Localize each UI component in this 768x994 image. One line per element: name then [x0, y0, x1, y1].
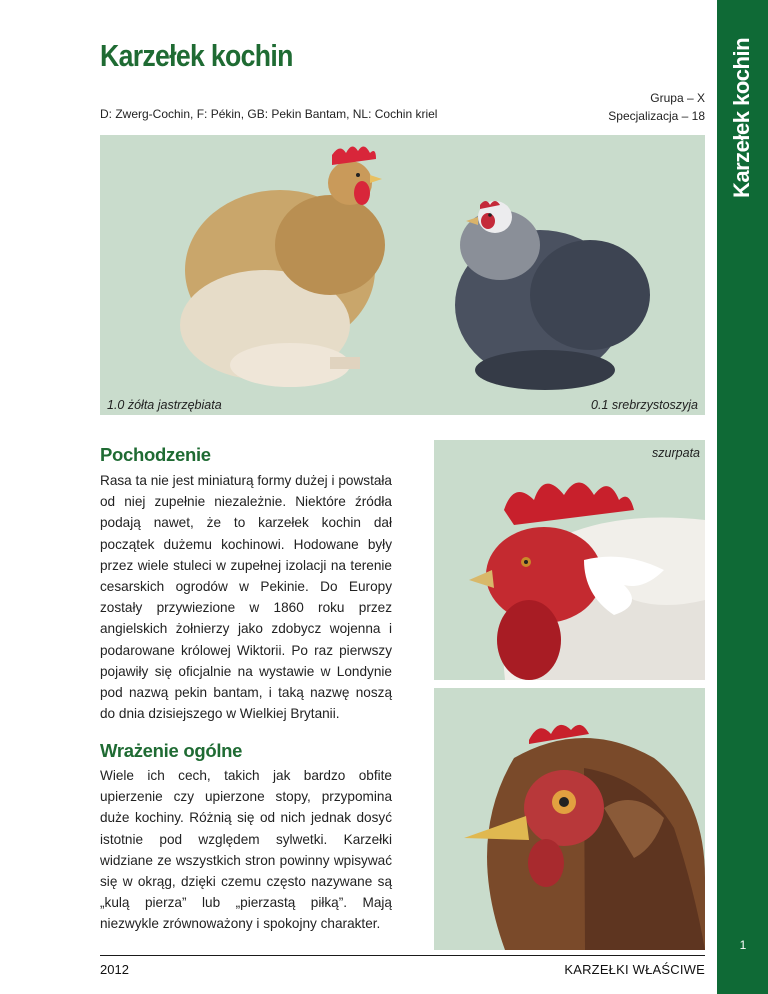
specialization-line: Specjalizacja – 18 — [608, 109, 705, 123]
page-title: Karzełek kochin — [100, 38, 293, 73]
footer-divider — [100, 955, 705, 956]
caption-frizzle: szurpata — [652, 446, 700, 460]
hen-head-illustration — [434, 688, 705, 950]
photo-frizzle-head — [434, 440, 705, 680]
breed-synonyms: D: Zwerg-Cochin, F: Pékin, GB: Pekin Bantam, NL: Cochin kriel — [100, 107, 438, 121]
footer-series: KARZEŁKI WŁAŚCIWE — [564, 962, 705, 977]
footer-year: 2012 — [100, 962, 129, 977]
caption-hen: 0.1 srebrzystoszyja — [591, 398, 698, 412]
group-info — [608, 89, 705, 125]
photo-hen-head — [434, 688, 705, 950]
heading-origin: Pochodzenie — [100, 444, 211, 465]
text-general-impression: Wiele ich cech, takich jak bardzo obfite upierzenie czy upierzone stopy, przypomina duże kochiny. Różnią się od nich jednak dosyć istotnie pod względem sylwetki. Karzełki widziane ze wszystkich stron powinny wpisywać się w okrąg, dzięki czemu często nazywane są „kulą pierza” lub „pierzastą piłką”. Mają niezwykle zrównoważony i spokojny charakter. — [100, 768, 392, 932]
page-number: 1 — [739, 938, 747, 952]
side-tab-label: Karzełek kochin — [729, 37, 754, 199]
photo-cock-and-hen — [100, 135, 705, 415]
caption-cock: 1.0 żółta jastrzębiata — [107, 398, 222, 412]
chickens-illustration — [100, 135, 705, 415]
frizzle-head-illustration — [434, 440, 705, 680]
silver-hen-figure — [455, 201, 650, 390]
text-origin: Rasa ta nie jest miniaturą formy dużej i powstała od niej zupełnie niezależnie. Niektóre źródła podają nawet, że to karzełek kochin dał początek dużemu kochinowi. Hodowane były przez wiele stuleci w zupełnej izolacji na terenie cesarskich ogrodów w Pekinie. Do Europy zostały przywiezione w 1860 roku przez angielskich żołnierzy jako zdobycz wojenna i podarowane królowej Wiktorii. Po raz pierwszy pojawiły się oficjalnie na wystawie w Londynie pod nazwą pekin bantam, i taką nazwę noszą do dnia dzisiejszego w Wielkiej Brytanii. — [100, 473, 392, 722]
heading-general-impression: Wrażenie ogólne — [100, 740, 243, 761]
group-line: Grupa – X — [650, 91, 705, 105]
buff-cock-figure — [180, 146, 385, 387]
